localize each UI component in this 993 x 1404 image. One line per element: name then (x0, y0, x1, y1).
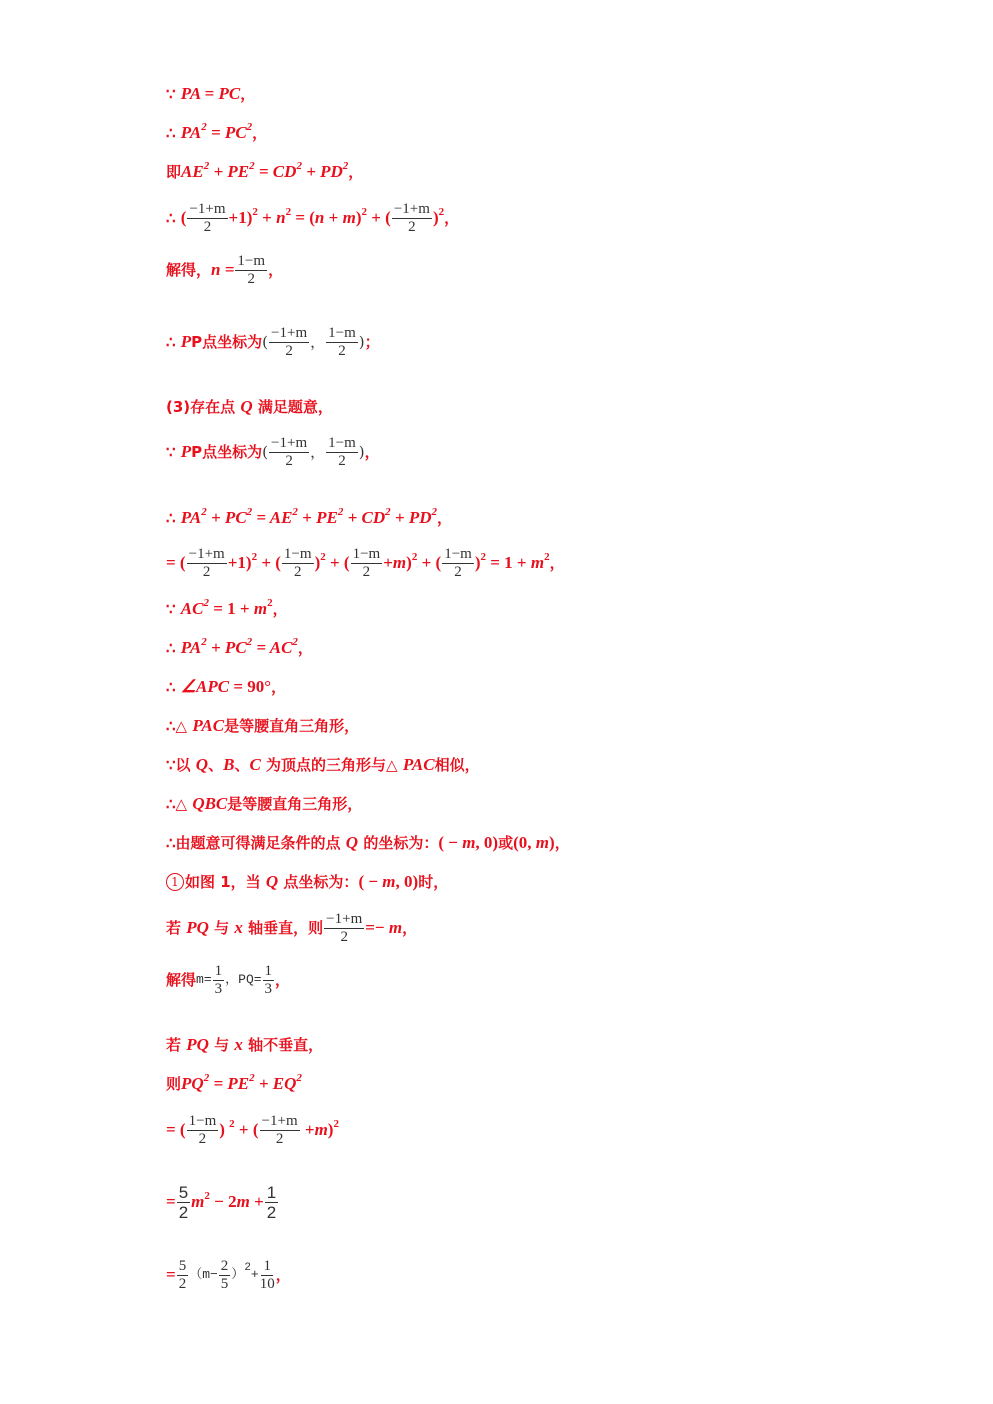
fraction: $\frac{1}{3}$ (214, 962, 223, 997)
line-9: ∴ $PA^2 + PC^2 = AE^2 + PE^2 + CD^2 + PD^2$ ， (166, 506, 453, 527)
fraction: $\frac{1-m}{2}$ (328, 324, 356, 359)
line-22: 则 $PQ^2 = PE^2 + EQ^2$ (166, 1072, 302, 1093)
line-18: 1 如图 1，当 Q 点坐标为： ( − m, 0) 时， (166, 872, 448, 892)
circled-number-icon: 1 (166, 873, 184, 891)
fraction: $\frac{5}{2}$ (178, 1257, 187, 1292)
line-1: ∵ PA = PC ， (166, 84, 256, 103)
because-symbol: ∵ (166, 85, 176, 103)
line-11: ∵ $AC^2$ = $1 + m^2$ ， (166, 597, 288, 618)
fraction: $\frac{1}{10}$ (259, 1257, 275, 1292)
fraction: $\frac{1-m}{2}$ (444, 545, 472, 580)
line-21: 若 PQ 与 x 轴不垂直， (166, 1035, 324, 1054)
line-8: ∵ P P点坐标为 ( $\frac{-1+m}{2}$ ， $\frac{1-m}{2}$ ) ， (166, 434, 380, 469)
line-24: = $\frac{5}{2}$ $m^2 - 2m$ + $\frac{1}{2}$ (166, 1182, 277, 1222)
fraction: $\frac{-1+m}{2}$ (271, 434, 308, 469)
fraction: $\frac{-1+m}{2}$ (271, 324, 308, 359)
fraction: $\frac{1-m}{2}$ (237, 252, 266, 287)
line-23: = ( $\frac{1-m}{2}$ ) $^2$ + ( $\frac{-1+m}{2}$ +m)$^2$ (166, 1112, 339, 1147)
line-7: (3)存在点 Q 满足题意， (166, 397, 333, 416)
line-25: = $\frac{5}{2}$ （m− $\frac{2}{5}$ ） $^2$+ $\frac{1}{10}$ ， (166, 1257, 291, 1292)
line-10: = ( $\frac{-1+m}{2}$ +1)$^2$ + ( $\frac{1-m}{2}$ )$^2$ + ( $\frac{1-m}{2}$ +m)$^2$ + ( $\frac{1-m}{2}$ )$^2 = 1 + m^2$ ， (166, 545, 565, 580)
fraction: $\frac{1-m}{2}$ (188, 1112, 217, 1147)
line-3: 即 $AE^2 + PE^2 = CD^2 + PD^2$ ， (166, 160, 364, 181)
line-19: 若 PQ 与 x 轴垂直，则 $\frac{-1+m}{2}$ =− m ， (166, 910, 418, 945)
line-15: ∵ 以 Q 、 B 、 C 为顶点的三角形与△ PAC 相似， (166, 755, 480, 774)
line-13: ∴ ∠APC = 90° ， (166, 677, 287, 696)
line-5: 解得， n = $\frac{1-m}{2}$ ， (166, 252, 284, 287)
fraction: $\frac{1-m}{2}$ (283, 545, 312, 580)
fraction: $\frac{-1+m}{2}$ (393, 200, 430, 235)
fraction: $\frac{-1+m}{2}$ (189, 200, 226, 235)
fraction: $\frac{1-m}{2}$ (352, 545, 381, 580)
fraction: $\frac{1}{2}$ (266, 1182, 277, 1222)
line-14: ∴ △ PAC 是等腰直角三角形， (166, 716, 360, 735)
line-16: ∴ △ QBC 是等腰直角三角形， (166, 794, 363, 813)
fraction: $\frac{-1+m}{2}$ (188, 545, 225, 580)
line-20: 解得 m= $\frac{1}{3}$ ， PQ= $\frac{1}{3}$ ， (166, 962, 291, 997)
fraction: $\frac{1}{3}$ (264, 962, 273, 997)
line-17: ∴ 由题意可得满足条件的点 Q 的坐标为： ( − m, 0) 或 (0, m) ， (166, 833, 570, 852)
fraction: $\frac{5}{2}$ (178, 1182, 189, 1222)
fraction: $\frac{1-m}{2}$ (328, 434, 356, 469)
fraction: $\frac{2}{5}$ (220, 1257, 229, 1292)
line-12: ∴ $PA^2 + PC^2 = AC^2$ ， (166, 636, 313, 657)
therefore-symbol: ∴ (166, 124, 176, 142)
fraction: $\frac{-1+m}{2}$ (261, 1112, 298, 1147)
fraction: $\frac{-1+m}{2}$ (326, 910, 363, 945)
line-4: ∴ ( $\frac{-1+m}{2}$ $+1)^2 + n^2 = (n + m)^2$ + ( $\frac{-1+m}{2}$ )$^2$ ， (166, 200, 460, 235)
line-2: ∴ $PA^2 = PC^2$ ， (166, 121, 268, 142)
line-6: ∴ P P点坐标为 ( $\frac{-1+m}{2}$ ， $\frac{1-m}{2}$ ) ； (166, 324, 380, 359)
